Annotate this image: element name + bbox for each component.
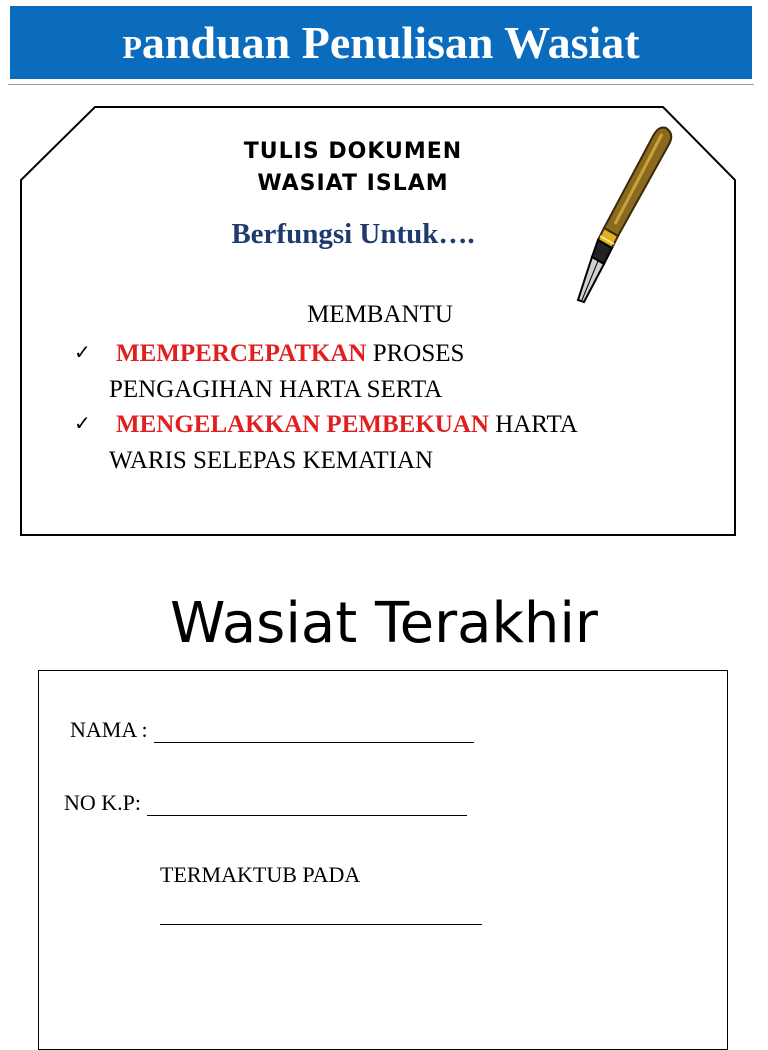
nama-label: NAMA : xyxy=(70,717,148,742)
bullet-item xyxy=(74,336,684,408)
termaktub-label-row xyxy=(160,862,360,888)
form-heading: Wasiat Terakhir xyxy=(170,591,598,656)
page-title-banner xyxy=(10,6,752,79)
nokp-blank[interactable] xyxy=(147,795,467,816)
card-title-line1: TULIS DOKUMEN xyxy=(243,139,463,164)
termaktub-blank[interactable] xyxy=(160,924,482,925)
nama-blank[interactable] xyxy=(154,722,474,743)
card-lead: MEMBANTU xyxy=(307,301,453,328)
checkmark-icon: ✓ xyxy=(74,340,91,364)
title-divider xyxy=(8,84,754,85)
bullet-highlight: MENGELAKKAN PEMBEKUAN xyxy=(116,411,489,438)
nama-field[interactable] xyxy=(70,717,474,743)
card-title-line2: WASIAT ISLAM xyxy=(257,171,449,196)
bullet-continuation: WARIS SELEPAS KEMATIAN xyxy=(109,447,434,474)
checkmark-icon: ✓ xyxy=(74,411,91,435)
termaktub-label: TERMAKTUB PADA xyxy=(160,862,361,887)
bullet-item xyxy=(74,407,684,479)
card-title xyxy=(200,136,506,200)
bullet-continuation: PENGAGIHAN HARTA SERTA xyxy=(109,376,443,403)
title-rest: anduan Penulisan Wasiat xyxy=(141,17,640,68)
nokp-label: NO K.P: xyxy=(64,790,142,815)
card-subtitle: Berfungsi Untuk…. xyxy=(231,218,475,250)
title-first-letter: P xyxy=(122,29,142,65)
nokp-field[interactable] xyxy=(64,790,467,816)
bullet-text: HARTA xyxy=(488,411,578,438)
bullet-text: PROSES xyxy=(366,340,465,367)
bullet-highlight: MEMPERCEPATKAN xyxy=(116,340,367,367)
fountain-pen-icon xyxy=(570,124,680,309)
